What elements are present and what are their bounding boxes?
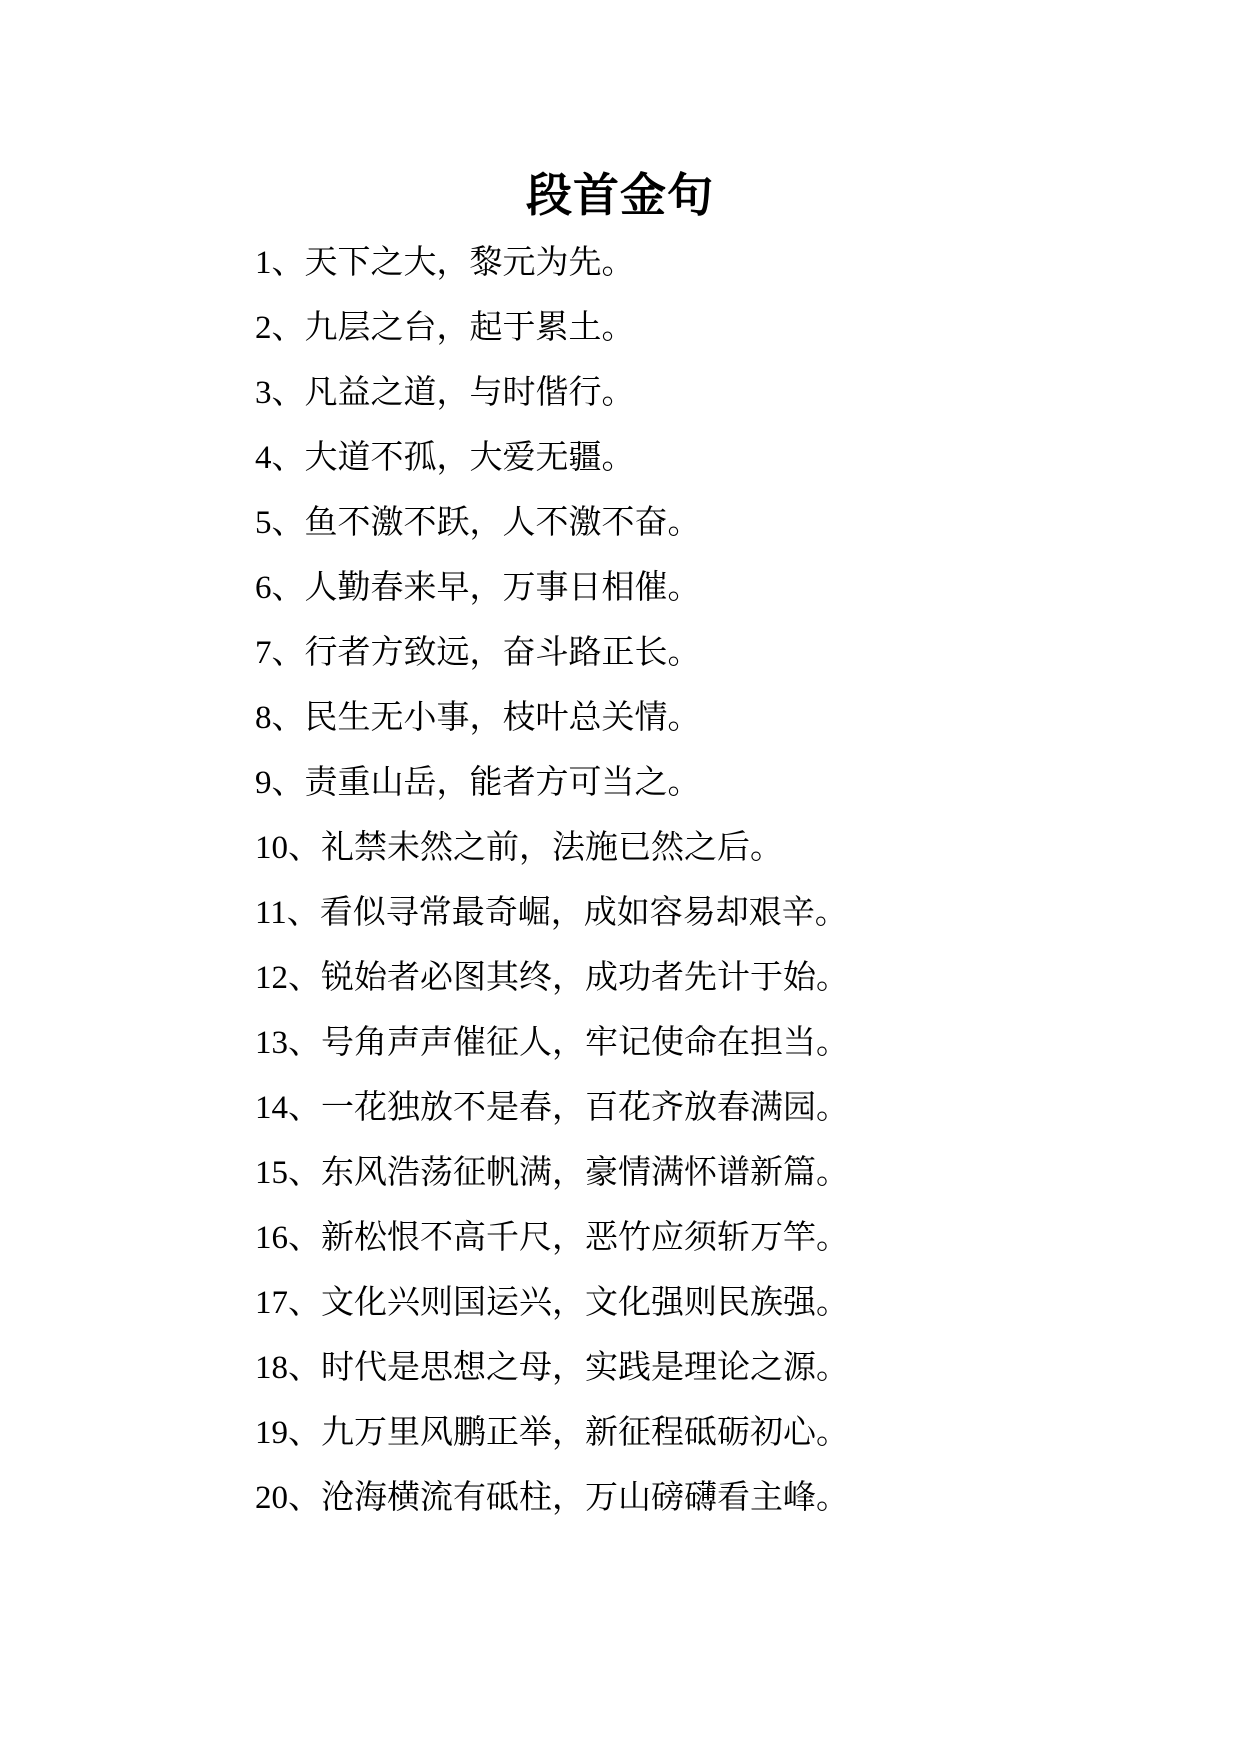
item-number: 18、 bbox=[255, 1350, 321, 1386]
item-number: 13、 bbox=[255, 1025, 321, 1061]
list-item bbox=[255, 886, 849, 951]
list-item bbox=[255, 1341, 849, 1406]
list-item bbox=[255, 691, 849, 756]
item-text: 东风浩荡征帆满，豪情满怀谱新篇。 bbox=[321, 1152, 849, 1191]
list-item bbox=[255, 496, 849, 561]
item-text: 文化兴则国运兴，文化强则民族强。 bbox=[321, 1282, 849, 1321]
item-number: 2、 bbox=[255, 310, 305, 346]
item-text: 鱼不激不跃，人不激不奋。 bbox=[304, 502, 701, 541]
list-item bbox=[255, 1406, 849, 1471]
item-number: 8、 bbox=[255, 700, 305, 736]
item-text: 天下之大，黎元为先。 bbox=[304, 242, 635, 281]
list-item bbox=[255, 561, 849, 626]
item-number: 12、 bbox=[255, 960, 321, 996]
item-text: 看似寻常最奇崛，成如容易却艰辛。 bbox=[319, 892, 848, 931]
item-text: 时代是思想之母，实践是理论之源。 bbox=[321, 1347, 849, 1386]
item-number: 14、 bbox=[255, 1090, 321, 1126]
item-number: 11、 bbox=[255, 895, 320, 931]
item-text: 行者方致远，奋斗路正长。 bbox=[304, 632, 701, 671]
item-text: 凡益之道，与时偕行。 bbox=[304, 372, 635, 411]
list-item bbox=[255, 236, 849, 301]
item-text: 沧海横流有砥柱，万山磅礴看主峰。 bbox=[321, 1477, 849, 1516]
list-item bbox=[255, 301, 849, 366]
item-number: 19、 bbox=[255, 1415, 321, 1451]
page-title: 段首金句 bbox=[526, 168, 714, 222]
item-text: 九层之台，起于累土。 bbox=[304, 307, 635, 346]
item-number: 5、 bbox=[255, 505, 305, 541]
list-item bbox=[255, 1016, 849, 1081]
list-item bbox=[255, 1146, 849, 1211]
item-text: 九万里风鹏正举，新征程砥砺初心。 bbox=[321, 1412, 849, 1451]
item-text: 大道不孤，大爱无疆。 bbox=[304, 437, 635, 476]
list-item bbox=[255, 1211, 849, 1276]
item-number: 1、 bbox=[255, 245, 305, 281]
item-number: 9、 bbox=[255, 765, 305, 801]
item-text: 民生无小事，枝叶总关情。 bbox=[304, 697, 701, 736]
item-number: 10、 bbox=[255, 830, 321, 866]
item-number: 4、 bbox=[255, 440, 305, 476]
item-text: 责重山岳，能者方可当之。 bbox=[304, 762, 701, 801]
item-number: 15、 bbox=[255, 1155, 321, 1191]
item-number: 20、 bbox=[255, 1480, 321, 1516]
item-number: 16、 bbox=[255, 1220, 321, 1256]
item-text: 人勤春来早，万事日相催。 bbox=[304, 567, 701, 606]
item-number: 17、 bbox=[255, 1285, 321, 1321]
list-item bbox=[255, 951, 849, 1016]
list-item bbox=[255, 756, 849, 821]
list-item bbox=[255, 626, 849, 691]
item-text: 锐始者必图其终，成功者先计于始。 bbox=[321, 957, 849, 996]
list-item bbox=[255, 1471, 849, 1536]
list-item bbox=[255, 1081, 849, 1146]
list-item bbox=[255, 821, 849, 886]
list-item bbox=[255, 366, 849, 431]
item-text: 号角声声催征人，牢记使命在担当。 bbox=[321, 1022, 849, 1061]
quote-list bbox=[255, 236, 849, 1536]
list-item bbox=[255, 431, 849, 496]
list-item bbox=[255, 1276, 849, 1341]
item-number: 3、 bbox=[255, 375, 305, 411]
item-number: 6、 bbox=[255, 570, 305, 606]
item-number: 7、 bbox=[255, 635, 305, 671]
item-text: 一花独放不是春，百花齐放春满园。 bbox=[321, 1087, 849, 1126]
item-text: 礼禁未然之前，法施已然之后。 bbox=[321, 827, 783, 866]
item-text: 新松恨不高千尺，恶竹应须斩万竿。 bbox=[321, 1217, 849, 1256]
